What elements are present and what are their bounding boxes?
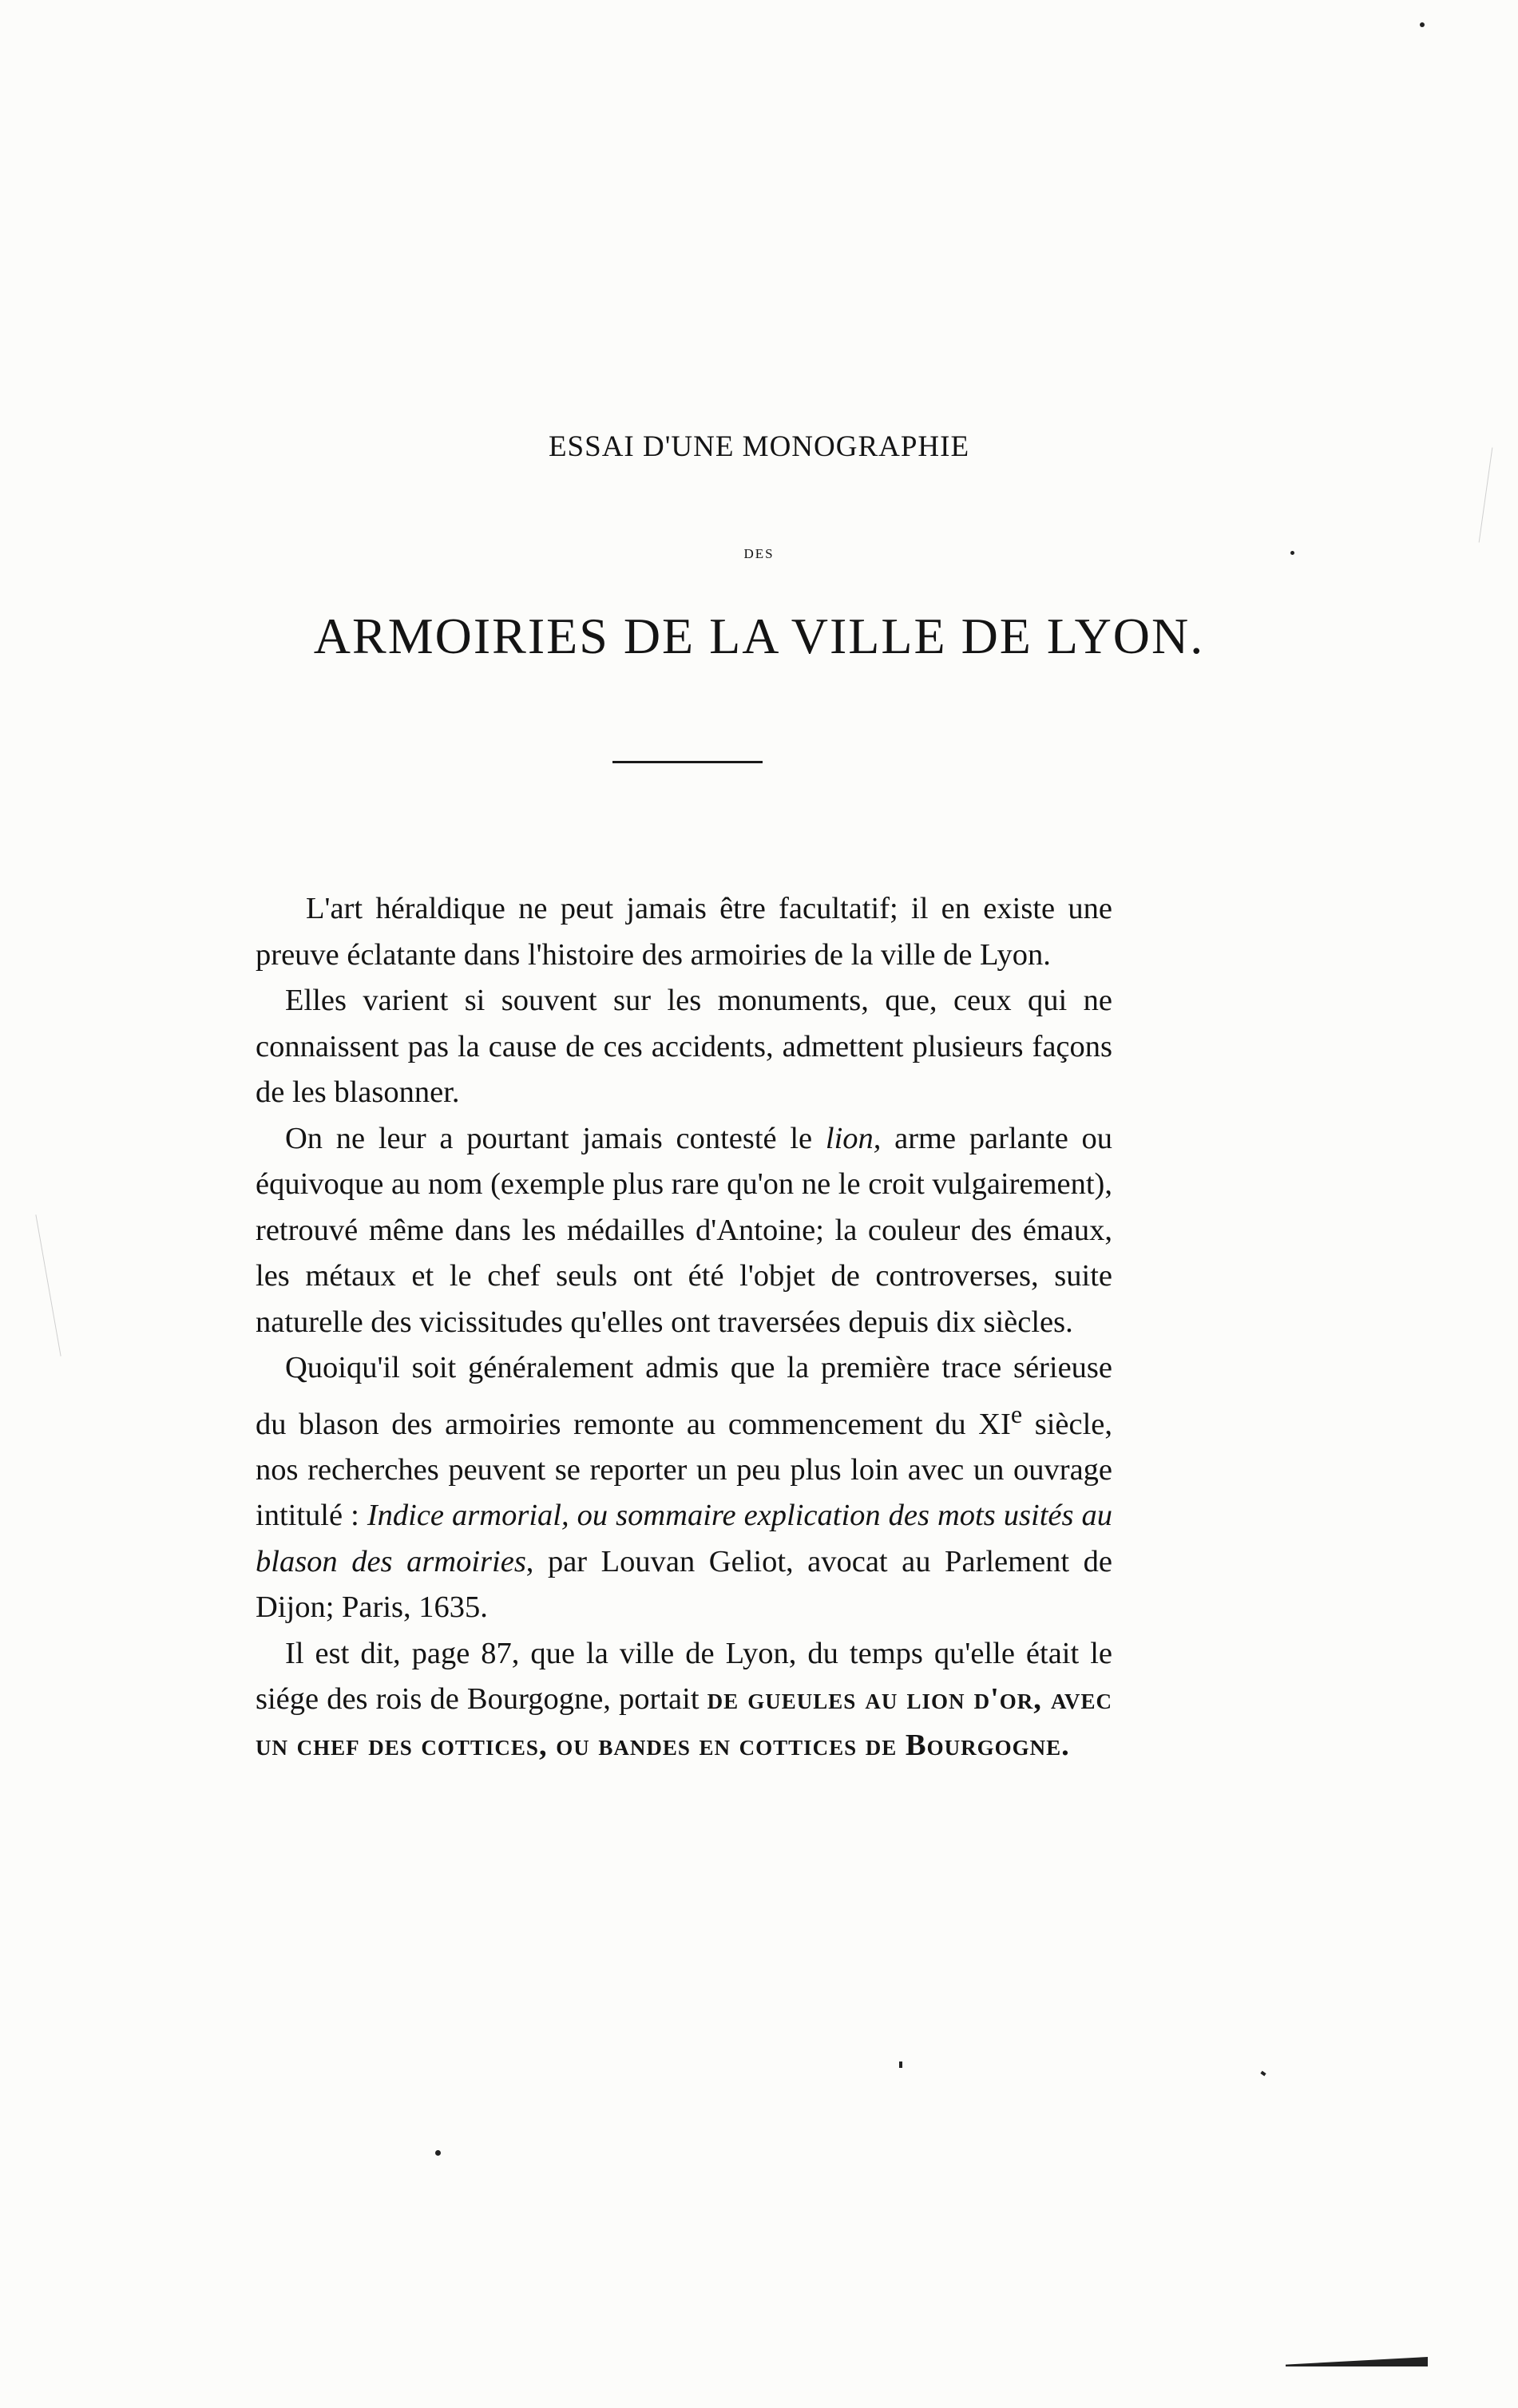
scan-edge-mark bbox=[1286, 2357, 1428, 2366]
scan-streak-left bbox=[35, 1214, 61, 1356]
paragraph-4-superscript: e bbox=[1010, 1399, 1023, 1428]
body-text bbox=[256, 886, 1112, 1768]
paragraph-2-text: Elles varient si souvent sur les monuments, que, ceux qui ne connaissent pas la cause de ces accidents, admettent plusieurs façons de les blasonner. bbox=[256, 984, 1112, 1109]
scan-speck-top-right bbox=[1420, 22, 1425, 27]
paragraph-4-text-b: siècle, nos recherches peuvent se reporter un peu plus loin avec un ouvrage intitulé : bbox=[256, 1407, 1113, 1533]
title-connector: DES bbox=[743, 546, 775, 561]
paragraph-3-text-a: On ne leur a pourtant jamais contesté le bbox=[285, 1121, 826, 1155]
paragraph-4 bbox=[256, 1345, 1112, 1631]
paragraph-3-text-b: arme parlante ou équivoque au nom (exemple plus rare qu'on ne le croit vulgairement), retrouvé même dans les médailles d'Antoine; la couleur des émaux, les métaux et le chef seuls ont été l'objet de controverses, suite naturelle des vicissitudes qu'elles ont traversées depuis dix siècles. bbox=[256, 1121, 1113, 1339]
paragraph-1-text: L'art héraldique ne peut jamais être facultatif; il en existe une preuve éclatante dans l'histoire des armoiries de la ville de Lyon. bbox=[256, 892, 1112, 972]
paragraph-1 bbox=[256, 886, 1112, 978]
scan-speck-bottom-right bbox=[1260, 2071, 1266, 2077]
scan-speck-bottom-center bbox=[899, 2061, 902, 2068]
scan-speck-bottom-left bbox=[435, 2150, 441, 2156]
title-line-1: ESSAI D'UNE MONOGRAPHIE bbox=[548, 430, 970, 463]
paragraph-5 bbox=[256, 1631, 1112, 1769]
paragraph-4-text-c: , par Louvan Geliot, avocat au Parlement de Dijon; Paris, 1635. bbox=[256, 1544, 1112, 1625]
scan-speck-right bbox=[1290, 551, 1294, 555]
title-divider bbox=[612, 761, 763, 763]
paragraph-4-text-a: Quoiqu'il soit généralement admis que la première trace sérieuse du blason des armoiries remonte au commencement du XI bbox=[256, 1351, 1112, 1441]
paragraph-3 bbox=[256, 1116, 1112, 1346]
paragraph-2 bbox=[256, 978, 1112, 1116]
paragraph-5-blazon: de gueules au lion d'or, avec un chef des cottices, ou bandes en cottices de Bourgogne. bbox=[256, 1682, 1113, 1762]
paragraph-3-italic: lion, bbox=[825, 1121, 882, 1155]
page-title: ARMOIRIES DE LA VILLE DE LYON. bbox=[313, 608, 1205, 664]
paragraph-4-italic-title: Indice armorial, ou sommaire explication des mots usités au blason des armoiries bbox=[256, 1499, 1112, 1578]
paragraph-5-text: Il est dit, page 87, que la ville de Lyon, du temps qu'elle était le siége des rois de Bourgogne, portait bbox=[256, 1636, 1112, 1717]
